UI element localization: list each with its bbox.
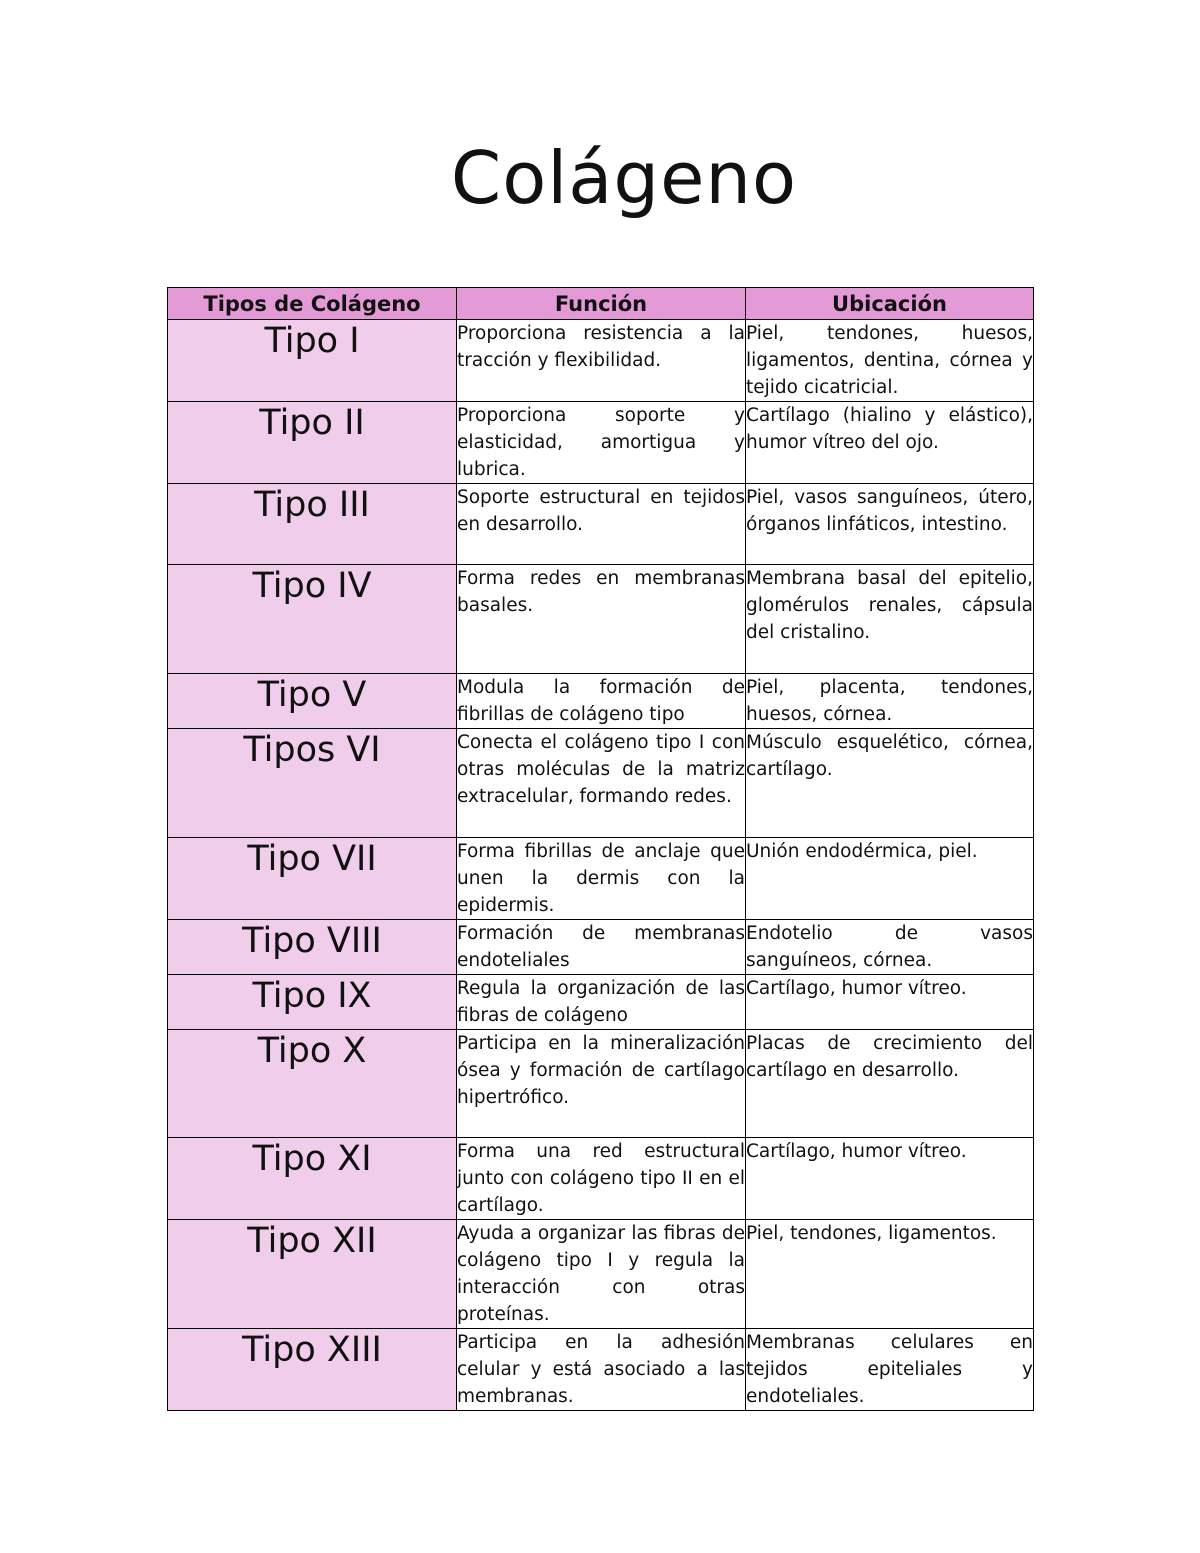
- function-cell: Proporciona resistencia a la tracción y flexibilidad.: [457, 320, 746, 402]
- type-cell: Tipo IX: [168, 975, 457, 1030]
- type-cell: Tipo V: [168, 674, 457, 729]
- table-row: [168, 674, 1034, 729]
- type-cell: Tipo X: [168, 1030, 457, 1138]
- type-cell: Tipo III: [168, 484, 457, 565]
- table-row: [168, 565, 1034, 674]
- table-row: [168, 729, 1034, 838]
- function-cell: Soporte estructural en tejidos en desarrollo.: [457, 484, 746, 565]
- header-tipos: Tipos de Colágeno: [168, 288, 457, 320]
- location-cell: Membrana basal del epitelio, glomérulos renales, cápsula del cristalino.: [746, 565, 1034, 674]
- location-cell: Cartílago, humor vítreo.: [746, 975, 1034, 1030]
- type-cell: Tipo XIII: [168, 1329, 457, 1411]
- table-row: [168, 484, 1034, 565]
- type-cell: Tipos VI: [168, 729, 457, 838]
- location-cell: Membranas celulares en tejidos epiteliales y endoteliales.: [746, 1329, 1034, 1411]
- function-cell: Ayuda a organizar las fibras de colágeno tipo I y regula la interacción con otras proteínas.: [457, 1220, 746, 1329]
- location-cell: Piel, vasos sanguíneos, útero, órganos linfáticos, intestino.: [746, 484, 1034, 565]
- function-cell: Participa en la adhesión celular y está asociado a las membranas.: [457, 1329, 746, 1411]
- type-cell: Tipo IV: [168, 565, 457, 674]
- type-cell: Tipo XI: [168, 1138, 457, 1220]
- type-cell: Tipo VII: [168, 838, 457, 920]
- type-cell: Tipo II: [168, 402, 457, 484]
- function-cell: Proporciona soporte y elasticidad, amortigua y lubrica.: [457, 402, 746, 484]
- table-row: [168, 1030, 1034, 1138]
- table-row: [168, 1138, 1034, 1220]
- location-cell: Unión endodérmica, piel.: [746, 838, 1034, 920]
- location-cell: Piel, tendones, huesos, ligamentos, dentina, córnea y tejido cicatricial.: [746, 320, 1034, 402]
- function-cell: Participa en la mineralización ósea y formación de cartílago hipertrófico.: [457, 1030, 746, 1138]
- location-cell: Piel, placenta, tendones, huesos, córnea.: [746, 674, 1034, 729]
- table-row: [168, 402, 1034, 484]
- table-header-row: [168, 288, 1034, 320]
- function-cell: Regula la organización de las fibras de colágeno: [457, 975, 746, 1030]
- table-row: [168, 320, 1034, 402]
- document-title: Colágeno: [450, 136, 798, 220]
- location-cell: Piel, tendones, ligamentos.: [746, 1220, 1034, 1329]
- function-cell: Formación de membranas endoteliales: [457, 920, 746, 975]
- type-cell: Tipo XII: [168, 1220, 457, 1329]
- header-ubicacion: Ubicación: [746, 288, 1034, 320]
- function-cell: Modula la formación de fibrillas de colágeno tipo: [457, 674, 746, 729]
- function-cell: Forma redes en membranas basales.: [457, 565, 746, 674]
- table-row: [168, 1329, 1034, 1411]
- table-row: [168, 920, 1034, 975]
- type-cell: Tipo I: [168, 320, 457, 402]
- collagen-types-table: [167, 287, 1034, 1411]
- function-cell: Forma una red estructural junto con colágeno tipo II en el cartílago.: [457, 1138, 746, 1220]
- function-cell: Forma fibrillas de anclaje que unen la dermis con la epidermis.: [457, 838, 746, 920]
- table-row: [168, 975, 1034, 1030]
- header-funcion: Función: [457, 288, 746, 320]
- location-cell: Cartílago, humor vítreo.: [746, 1138, 1034, 1220]
- function-cell: Conecta el colágeno tipo I con otras moléculas de la matriz extracelular, formando redes.: [457, 729, 746, 838]
- location-cell: Cartílago (hialino y elástico), humor vítreo del ojo.: [746, 402, 1034, 484]
- table-row: [168, 838, 1034, 920]
- location-cell: Placas de crecimiento del cartílago en desarrollo.: [746, 1030, 1034, 1138]
- type-cell: Tipo VIII: [168, 920, 457, 975]
- location-cell: Endotelio de vasos sanguíneos, córnea.: [746, 920, 1034, 975]
- location-cell: Músculo esquelético, córnea, cartílago.: [746, 729, 1034, 838]
- table-row: [168, 1220, 1034, 1329]
